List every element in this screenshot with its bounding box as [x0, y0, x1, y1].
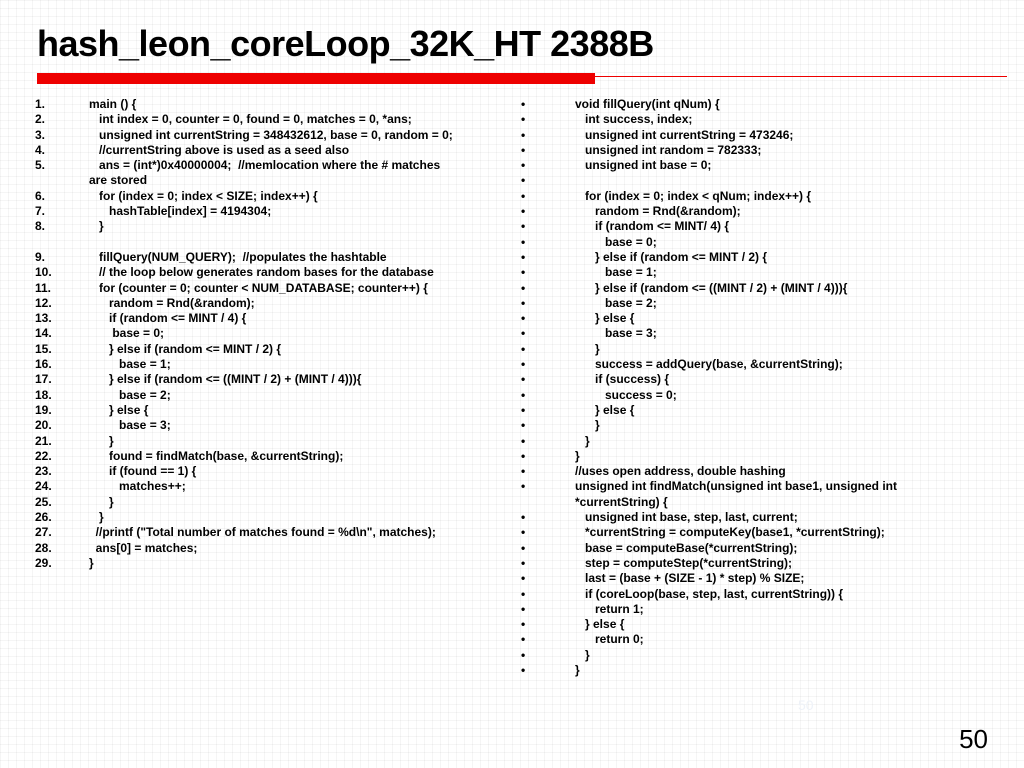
code-line	[35, 250, 505, 265]
code-text: unsigned int currentString = 473246;	[575, 127, 794, 142]
code-text: for (index = 0; index < SIZE; index++) {	[89, 188, 318, 203]
code-text: hashTable[index] = 4194304;	[89, 204, 272, 219]
code-line	[517, 602, 987, 617]
code-line	[35, 495, 505, 510]
code-line	[35, 434, 505, 449]
code-line	[517, 556, 987, 571]
line-number: 29.	[35, 555, 52, 570]
code-line	[517, 173, 987, 188]
code-line	[35, 326, 505, 341]
code-line	[517, 541, 987, 556]
line-number: 27.	[35, 525, 52, 540]
code-line	[517, 265, 987, 280]
code-text: *currentString = computeKey(base1, *currentString);	[575, 525, 885, 540]
line-number: 15.	[35, 341, 52, 356]
code-text: //uses open address, double hashing	[575, 464, 786, 479]
code-line	[35, 525, 505, 540]
code-line	[517, 418, 987, 433]
bullet-icon: •	[521, 571, 526, 586]
code-line	[517, 632, 987, 647]
bullet-icon: •	[521, 586, 526, 601]
bullet-icon: •	[521, 97, 526, 111]
main-code-listing	[35, 97, 505, 571]
code-line	[35, 556, 505, 571]
bullet-icon: •	[521, 387, 526, 402]
code-line	[517, 510, 987, 525]
code-line	[517, 663, 987, 678]
code-line	[517, 296, 987, 311]
bullet-icon: •	[521, 479, 526, 494]
code-text: base = computeBase(*currentString);	[575, 540, 798, 555]
code-line	[517, 449, 987, 464]
bullet-icon: •	[521, 662, 526, 677]
code-line	[35, 112, 505, 127]
code-text	[89, 235, 505, 250]
code-line	[517, 434, 987, 449]
code-text: for (index = 0; index < qNum; index++) {	[575, 188, 812, 203]
line-number: 9.	[35, 249, 46, 264]
bullet-icon: •	[521, 234, 526, 249]
code-text: }	[575, 662, 580, 677]
code-line	[35, 235, 505, 250]
bullet-icon: •	[521, 127, 526, 142]
bullet-icon: •	[521, 418, 526, 433]
code-line	[517, 112, 987, 127]
line-number: 21.	[35, 433, 52, 448]
code-line	[517, 189, 987, 204]
code-text: }	[575, 341, 600, 356]
line-number: 11.	[35, 280, 52, 295]
line-number: 8.	[35, 219, 46, 234]
code-line	[35, 449, 505, 464]
line-number: 22.	[35, 448, 52, 463]
code-line	[517, 388, 987, 403]
code-line	[35, 189, 505, 204]
code-line	[517, 587, 987, 602]
bullet-icon: •	[521, 555, 526, 570]
line-number: 14.	[35, 326, 52, 341]
code-text: } else if (random <= MINT / 2) {	[89, 341, 282, 356]
code-text: if (random <= MINT/ 4) {	[575, 219, 730, 234]
code-line	[35, 342, 505, 357]
code-line	[35, 388, 505, 403]
code-text: }	[575, 433, 590, 448]
line-number: 1.	[35, 97, 46, 111]
title-underline-rule	[595, 76, 1007, 77]
code-line	[517, 281, 987, 296]
bullet-icon: •	[521, 448, 526, 463]
bullet-icon: •	[521, 510, 526, 525]
code-line	[517, 479, 987, 510]
code-text: step = computeStep(*currentString);	[575, 555, 793, 570]
bullet-icon: •	[521, 617, 526, 632]
code-line	[517, 158, 987, 173]
code-text: void fillQuery(int qNum) {	[575, 97, 720, 111]
code-text: base = 0;	[89, 326, 165, 341]
code-line	[35, 97, 505, 112]
code-line	[35, 357, 505, 372]
code-text: }	[575, 418, 600, 433]
line-number: 16.	[35, 357, 52, 372]
code-text: } else {	[575, 311, 635, 326]
code-text: int success, index;	[575, 112, 693, 127]
bullet-icon: •	[521, 402, 526, 417]
code-line	[35, 403, 505, 418]
code-text: ans = (int*)0x40000004; //memlocation where the # matches are stored	[89, 158, 441, 188]
slide-title: hash_leon_coreLoop_32K_HT 2388B	[37, 23, 654, 64]
code-text: base = 3;	[89, 418, 171, 433]
bullet-icon: •	[521, 219, 526, 234]
bullet-icon: •	[521, 280, 526, 295]
code-text: return 0;	[575, 632, 644, 647]
code-text: }	[89, 510, 104, 525]
code-text: return 1;	[575, 601, 644, 616]
code-text: }	[575, 448, 580, 463]
code-line	[35, 219, 505, 234]
code-line	[517, 250, 987, 265]
bullet-icon: •	[521, 647, 526, 662]
bullet-icon: •	[521, 341, 526, 356]
code-line	[517, 342, 987, 357]
code-line	[35, 204, 505, 219]
line-number: 12.	[35, 295, 52, 310]
code-line	[517, 143, 987, 158]
code-text: unsigned int findMatch(unsigned int base1, unsigned int *currentString) {	[575, 479, 897, 509]
code-text: int index = 0, counter = 0, found = 0, matches = 0, *ans;	[89, 112, 412, 127]
line-number: 17.	[35, 372, 52, 387]
line-number: 25.	[35, 494, 52, 509]
code-text: }	[89, 494, 114, 509]
line-number: 6.	[35, 188, 46, 203]
code-text: fillQuery(NUM_QUERY); //populates the hashtable	[89, 249, 387, 264]
line-number: 10.	[35, 265, 52, 280]
line-number: 28.	[35, 540, 52, 555]
code-text	[575, 173, 987, 188]
line-number: 20.	[35, 418, 52, 433]
line-number: 26.	[35, 510, 52, 525]
code-line	[35, 510, 505, 525]
code-text: //currentString above is used as a seed also	[89, 142, 350, 157]
line-number: 19.	[35, 402, 52, 417]
bullet-icon: •	[521, 265, 526, 280]
bullet-icon: •	[521, 464, 526, 479]
line-number: 7.	[35, 204, 46, 219]
code-text: } else if (random <= ((MINT / 2) + (MINT / 4))){	[575, 280, 848, 295]
code-text: matches++;	[89, 479, 186, 494]
code-line	[517, 403, 987, 418]
code-text: base = 2;	[89, 387, 171, 402]
bullet-icon: •	[521, 525, 526, 540]
code-line	[517, 311, 987, 326]
bullet-icon: •	[521, 158, 526, 173]
code-text: random = Rnd(&random);	[89, 295, 255, 310]
code-text: main () {	[89, 97, 137, 111]
code-line	[517, 235, 987, 250]
code-text: //printf ("Total number of matches found = %d\n", matches);	[89, 525, 436, 540]
bullet-icon: •	[521, 173, 526, 188]
code-line	[517, 204, 987, 219]
code-line	[35, 479, 505, 494]
code-line	[35, 372, 505, 387]
line-number: 24.	[35, 479, 52, 494]
line-number: 13.	[35, 311, 52, 326]
title-underline-bar	[37, 73, 595, 84]
code-text: } else {	[575, 617, 625, 632]
code-line	[517, 97, 987, 112]
bullet-icon: •	[521, 142, 526, 157]
code-text: }	[89, 555, 94, 570]
code-text: unsigned int random = 782333;	[575, 142, 762, 157]
code-text: }	[89, 219, 104, 234]
code-text: unsigned int currentString = 348432612, base = 0, random = 0;	[89, 127, 453, 142]
slide-number: 50	[959, 724, 988, 754]
code-text: base = 1;	[575, 265, 657, 280]
code-line	[517, 571, 987, 586]
bullet-icon: •	[521, 326, 526, 341]
code-text: // the loop below generates random bases for the database	[89, 265, 434, 280]
code-text: last = (base + (SIZE - 1) * step) % SIZE;	[575, 571, 805, 586]
code-line	[35, 464, 505, 479]
code-text: found = findMatch(base, &currentString);	[89, 448, 344, 463]
code-line	[35, 265, 505, 280]
bullet-icon: •	[521, 311, 526, 326]
code-text: for (counter = 0; counter < NUM_DATABASE; counter++) {	[89, 280, 428, 295]
faint-page-number: 50	[798, 697, 814, 713]
code-text: } else {	[575, 402, 635, 417]
code-text: }	[89, 433, 114, 448]
line-number: 2.	[35, 112, 46, 127]
code-text: base = 2;	[575, 295, 657, 310]
code-line	[35, 281, 505, 296]
bullet-icon: •	[521, 112, 526, 127]
code-text: if (success) {	[575, 372, 670, 387]
line-number: 4.	[35, 142, 46, 157]
code-line	[35, 158, 505, 189]
bullet-icon: •	[521, 540, 526, 555]
bullet-icon: •	[521, 601, 526, 616]
line-number: 23.	[35, 464, 52, 479]
code-text: } else if (random <= ((MINT / 2) + (MINT / 4))){	[89, 372, 362, 387]
function-code-listing	[517, 97, 987, 678]
code-text: success = addQuery(base, &currentString);	[575, 357, 843, 372]
bullet-icon: •	[521, 357, 526, 372]
code-line	[517, 372, 987, 387]
code-text: base = 1;	[89, 357, 171, 372]
code-line	[517, 326, 987, 341]
code-text: if (coreLoop(base, step, last, currentString)) {	[575, 586, 844, 601]
code-text: base = 0;	[575, 234, 657, 249]
code-line	[35, 143, 505, 158]
code-line	[517, 525, 987, 540]
bullet-icon: •	[521, 188, 526, 203]
code-line	[517, 357, 987, 372]
code-line	[35, 296, 505, 311]
code-line	[517, 464, 987, 479]
code-text: } else if (random <= MINT / 2) {	[575, 249, 768, 264]
code-line	[35, 311, 505, 326]
code-text: base = 3;	[575, 326, 657, 341]
bullet-icon: •	[521, 632, 526, 647]
code-text: } else {	[89, 402, 149, 417]
code-text: success = 0;	[575, 387, 677, 402]
code-text: }	[575, 647, 590, 662]
line-number: 3.	[35, 127, 46, 142]
code-text: unsigned int base = 0;	[575, 158, 712, 173]
code-line	[517, 617, 987, 632]
code-line	[517, 128, 987, 143]
bullet-icon: •	[521, 204, 526, 219]
line-number: 18.	[35, 387, 52, 402]
code-line	[35, 128, 505, 143]
bullet-icon: •	[521, 433, 526, 448]
bullet-icon: •	[521, 295, 526, 310]
line-number: 5.	[35, 158, 46, 173]
code-text: if (random <= MINT / 4) {	[89, 311, 247, 326]
code-text: ans[0] = matches;	[89, 540, 198, 555]
code-line	[517, 219, 987, 234]
code-text: random = Rnd(&random);	[575, 204, 741, 219]
bullet-icon: •	[521, 372, 526, 387]
code-line	[35, 418, 505, 433]
code-line	[35, 541, 505, 556]
bullet-icon: •	[521, 249, 526, 264]
code-text: unsigned int base, step, last, current;	[575, 510, 798, 525]
code-line	[517, 648, 987, 663]
code-text: if (found == 1) {	[89, 464, 197, 479]
